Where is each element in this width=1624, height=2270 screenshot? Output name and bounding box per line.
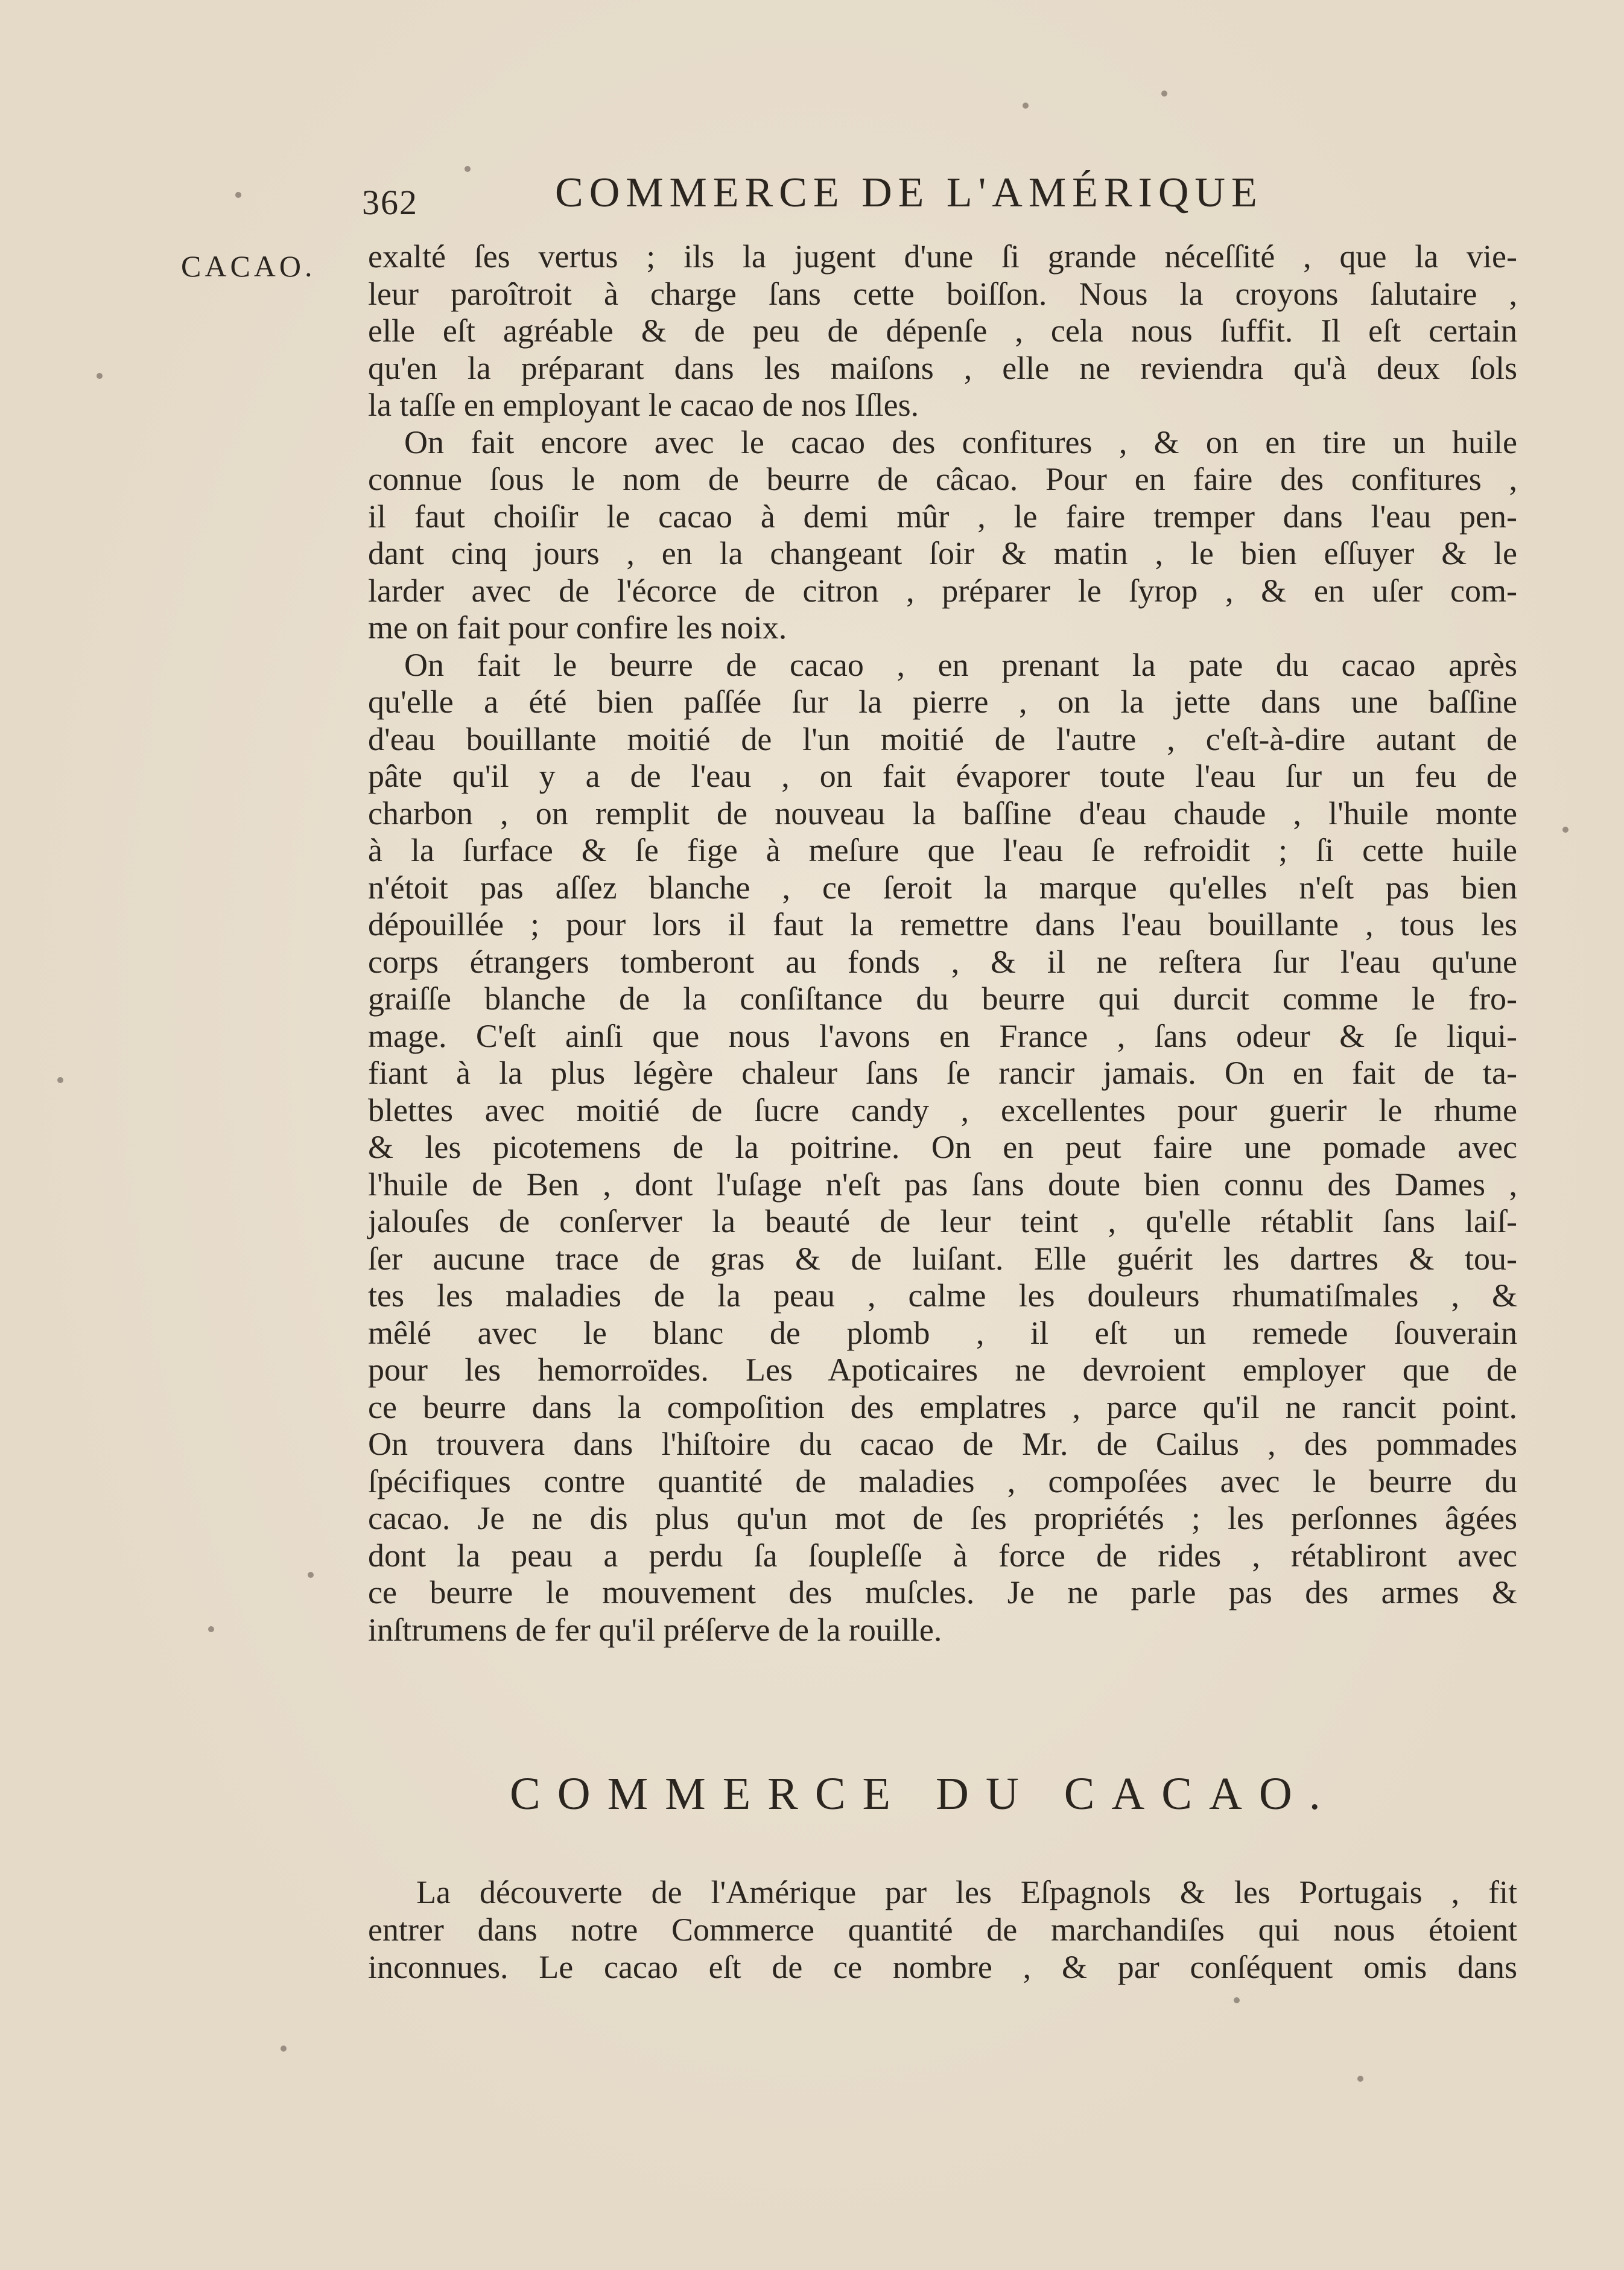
text-line: mage. C'eſt ainſi que nous l'avons en France , ſans odeur & ſe liqui- bbox=[368, 1017, 1517, 1054]
text-line: inconnues. Le cacao eſt de ce nombre , & par conſéquent omis dans bbox=[368, 1949, 1517, 1985]
text-line: cacao. Je ne dis plus qu'un mot de ſes propriétés ; les perſonnes âgées bbox=[368, 1500, 1517, 1536]
text-line: dant cinq jours , en la changeant ſoir & matin , le bien eſſuyer & le bbox=[368, 535, 1517, 571]
text-line: n'étoit pas aſſez blanche , ce ſeroit la marque qu'elles n'eſt pas bien bbox=[368, 869, 1517, 906]
paper-speck bbox=[281, 2046, 287, 2052]
text-line: On fait le beurre de cacao , en prenant la pate du cacao après bbox=[404, 646, 1517, 683]
section-title: COMMERCE DU CACAO. bbox=[510, 1769, 1337, 1819]
paper-speck bbox=[1357, 2076, 1363, 2082]
paper-speck bbox=[308, 1572, 314, 1578]
text-line: graiſſe blanche de la conſiſtance du beurre qui durcit comme le fro- bbox=[368, 981, 1517, 1017]
text-line: pâte qu'il y a de l'eau , on fait évaporer toute l'eau ſur un feu de bbox=[368, 758, 1517, 794]
text-line: blettes avec moitié de ſucre candy , excellentes pour guerir le rhume bbox=[368, 1092, 1517, 1128]
text-line: On fait encore avec le cacao des confitures , & on en tire un huile bbox=[404, 424, 1517, 460]
text-line: dont la peau a perdu ſa ſoupleſſe à force de rides , rétabliront avec bbox=[368, 1537, 1517, 1574]
text-line: ce beurre le mouvement des muſcles. Je ne parle pas des armes & bbox=[368, 1574, 1517, 1610]
text-line: ſpécifiques contre quantité de maladies , compoſées avec le beurre du bbox=[368, 1463, 1517, 1499]
text-line: & les picotemens de la poitrine. On en peut faire une pomade avec bbox=[368, 1129, 1517, 1165]
text-line: inſtrumens de fer qu'il préſerve de la rouille. bbox=[368, 1611, 942, 1648]
page-number: 362 bbox=[362, 183, 418, 222]
text-line: corps étrangers tomberont au fonds , & il ne reſtera ſur l'eau qu'une bbox=[368, 943, 1517, 980]
text-line: entrer dans notre Commerce quantité de marchandiſes qui nous étoient bbox=[368, 1912, 1517, 1948]
text-line: dépouillée ; pour lors il faut la remettre dans l'eau bouillante , tous les bbox=[368, 906, 1517, 943]
text-line: larder avec de l'écorce de citron , préparer le ſyrop , & en uſer com- bbox=[368, 572, 1517, 609]
text-line: La découverte de l'Amérique par les Eſpagnols & les Portugais , fit bbox=[416, 1874, 1517, 1910]
text-line: la taſſe en employant le cacao de nos Iſles. bbox=[368, 387, 919, 423]
text-line: l'huile de Ben , dont l'uſage n'eſt pas ſans doute bien connu des Dames , bbox=[368, 1166, 1517, 1203]
text-line: tes les maladies de la peau , calme les douleurs rhumatiſmales , & bbox=[368, 1277, 1517, 1314]
paper-speck bbox=[208, 1626, 214, 1632]
text-line: leur paroîtroit à charge ſans cette boiſſon. Nous la croyons ſalutaire , bbox=[368, 275, 1517, 312]
text-line: connue ſous le nom de beurre de câcao. Pour en faire des confitures , bbox=[368, 461, 1517, 497]
text-line: pour les hemorroïdes. Les Apoticaires ne devroient employer que de bbox=[368, 1352, 1517, 1388]
text-line: qu'en la préparant dans les maiſons , elle ne reviendra qu'à deux ſols bbox=[368, 349, 1517, 386]
text-line: jalouſes de conſerver la beauté de leur teint , qu'elle rétablit ſans laiſ- bbox=[368, 1203, 1517, 1239]
paper-speck bbox=[1161, 91, 1167, 97]
body-text bbox=[368, 238, 1517, 1648]
text-line: d'eau bouillante moitié de l'un moitié de l'autre , c'eſt-à-dire autant de bbox=[368, 720, 1517, 757]
text-line: il faut choiſir le cacao à demi mûr , le faire tremper dans l'eau pen- bbox=[368, 498, 1517, 535]
text-line: ce beurre dans la compoſition des emplatres , parce qu'il ne rancit point. bbox=[368, 1388, 1517, 1425]
text-line: elle eſt agréable & de peu de dépenſe , cela nous ſuffit. Il eſt certain bbox=[368, 313, 1517, 349]
text-line: à la ſurface & ſe fige à meſure que l'eau ſe refroidit ; ſi cette huile bbox=[368, 832, 1517, 868]
text-line: On trouvera dans l'hiſtoire du cacao de Mr. de Cailus , des pommades bbox=[368, 1426, 1517, 1462]
page-header bbox=[362, 169, 1357, 235]
text-line: qu'elle a été bien paſſée ſur la pierre , on la jette dans une baſſine bbox=[368, 684, 1517, 720]
text-line: exalté ſes vertus ; ils la jugent d'une ſi grande néceſſité , que la vie- bbox=[368, 238, 1517, 275]
text-line: mêlé avec le blanc de plomb , il eſt un remede ſouverain bbox=[368, 1314, 1517, 1351]
paper-speck bbox=[235, 192, 241, 198]
paper-speck bbox=[97, 373, 103, 379]
text-line: fiant à la plus légère chaleur ſans ſe rancir jamais. On en fait de ta- bbox=[368, 1055, 1517, 1091]
text-line: me on fait pour confire les noix. bbox=[368, 609, 787, 646]
text-line: charbon , on remplit de nouveau la baſſine d'eau chaude , l'huile monte bbox=[368, 795, 1517, 831]
paper-speck bbox=[1234, 1997, 1240, 2003]
paper-speck bbox=[1023, 103, 1029, 109]
body-text bbox=[368, 1874, 1517, 1986]
running-head: COMMERCE DE L'AMÉRIQUE bbox=[555, 170, 1263, 216]
margin-note: CACAO. bbox=[181, 249, 316, 283]
paper-speck bbox=[1562, 827, 1568, 833]
paper-speck bbox=[57, 1077, 63, 1083]
text-line: ſer aucune trace de gras & de luiſant. Elle guérit les dartres & tou- bbox=[368, 1240, 1517, 1277]
